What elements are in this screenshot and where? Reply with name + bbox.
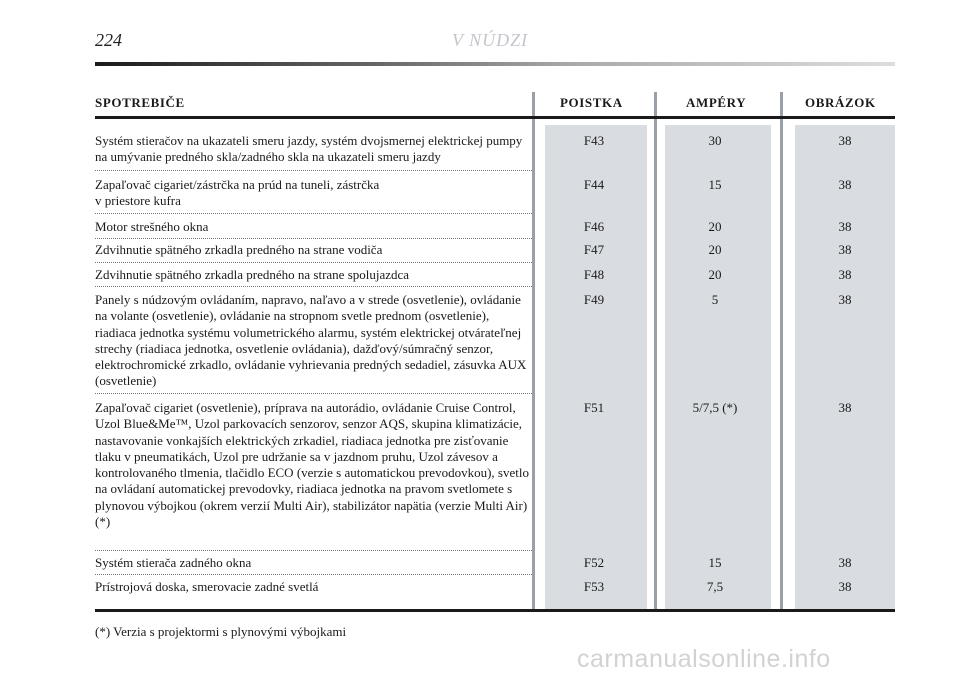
row-description: Zapaľovač cigariet (osvetlenie), príprava na autorádio, ovládanie Cruise Control, Uzol Blue&Me™, Uzol parkovacích senzorov, senzor AQS, skupina klimatizácie, nastavovanie vonkajších elektrických zrkadiel, riadiaca jednotka pre zisťovanie tlaku v pneumatikách, Uzol pre udržanie sa v jazdnom pruhu, Uzol závesov a kontrolovaného tlmenia, tlačidlo ECO (verzie s automatickou prevodovkou), svetlo na ovládaní automatickej prevodovky, riadiaca jednotka na pravom svetlomete s plynovou výbojkou (okrem verzií Multi Air), stabilizátor napätia (verzie Multi Air) (*) — [95, 400, 529, 530]
row-fuse: F52 — [583, 555, 605, 570]
row-divider — [95, 393, 532, 394]
column-header-figure: OBRÁZOK — [805, 95, 876, 110]
row-description: Prístrojová doska, smerovacie zadné svetlá — [95, 579, 319, 594]
row-figure: 38 — [838, 219, 852, 234]
table-header-rule — [95, 116, 895, 119]
column-header-fuse: POISTKA — [560, 95, 623, 110]
header-rule — [95, 62, 895, 66]
row-figure: 38 — [838, 242, 852, 257]
row-figure: 38 — [838, 579, 852, 594]
page-number: 224 — [95, 30, 122, 50]
row-figure: 38 — [838, 133, 852, 148]
row-amps: 7,5 — [706, 579, 724, 594]
row-fuse: F43 — [583, 133, 605, 148]
row-amps: 20 — [708, 267, 722, 282]
row-figure: 38 — [838, 267, 852, 282]
column-separator — [780, 92, 783, 610]
row-divider — [95, 238, 532, 239]
row-amps: 20 — [708, 242, 722, 257]
row-figure: 38 — [838, 292, 852, 307]
footnote: (*) Verzia s projektormi s plynovými výbojkami — [95, 624, 347, 639]
row-description: Systém stieračov na ukazateli smeru jazdy, systém dvojsmernej elektrickej pumpy na umývanie predného skla/zadného skla na ukazateli smeru jazdy — [95, 133, 523, 165]
row-figure: 38 — [838, 555, 852, 570]
row-divider — [95, 170, 532, 171]
row-divider — [95, 286, 532, 287]
row-fuse: F49 — [583, 292, 605, 307]
row-divider — [95, 574, 532, 575]
row-description: Motor strešného okna — [95, 219, 209, 234]
fuse-column-shade — [545, 125, 647, 610]
row-amps: 15 — [708, 555, 722, 570]
column-header-amps: AMPÉRY — [686, 95, 747, 110]
row-description: Zapaľovač cigariet/zástrčka na prúd na tuneli, zástrčka v priestore kufra — [95, 177, 380, 209]
row-amps: 5 — [711, 292, 719, 307]
row-fuse: F53 — [583, 579, 605, 594]
table-bottom-rule — [95, 609, 895, 612]
row-divider — [95, 262, 532, 263]
watermark: carmanualsonline.info — [577, 645, 831, 673]
row-description: Zdvihnutie spätného zrkadla predného na strane spolujazdca — [95, 267, 410, 282]
column-separator — [532, 92, 535, 610]
row-fuse: F46 — [583, 219, 605, 234]
figure-column-shade — [795, 125, 895, 610]
row-amps: 30 — [708, 133, 722, 148]
row-fuse: F48 — [583, 267, 605, 282]
row-amps: 20 — [708, 219, 722, 234]
row-figure: 38 — [838, 400, 852, 415]
row-description: Panely s núdzovým ovládaním, napravo, naľavo a v strede (osvetlenie), ovládanie na volante (osvetlenie), ovládanie na stropnom svetle prednom (osvetlenie), riadiaca jednotka systému volumetrického alarmu, systém elektrickej otvárateľnej strechy (riadiaca jednotka, osvetlenie ovládania), dažďový/súmračný senzor, elektrochromické zrkadlo, ovládanie vyhrievania predných sedadiel, zásuvka AUX (osvetlenie) — [95, 292, 527, 389]
row-amps: 5/7,5 (*) — [692, 400, 738, 415]
row-amps: 15 — [708, 177, 722, 192]
row-divider — [95, 550, 532, 551]
column-header-consumers: SPOTREBIČE — [95, 95, 185, 110]
row-fuse: F44 — [583, 177, 605, 192]
row-description: Systém stierača zadného okna — [95, 555, 252, 570]
section-title: V NÚDZI — [452, 30, 529, 50]
row-figure: 38 — [838, 177, 852, 192]
row-divider — [95, 213, 532, 214]
column-separator — [654, 92, 657, 610]
row-fuse: F51 — [583, 400, 605, 415]
row-description: Zdvihnutie spätného zrkadla predného na strane vodiča — [95, 242, 383, 257]
row-fuse: F47 — [583, 242, 605, 257]
amps-column-shade — [665, 125, 771, 610]
